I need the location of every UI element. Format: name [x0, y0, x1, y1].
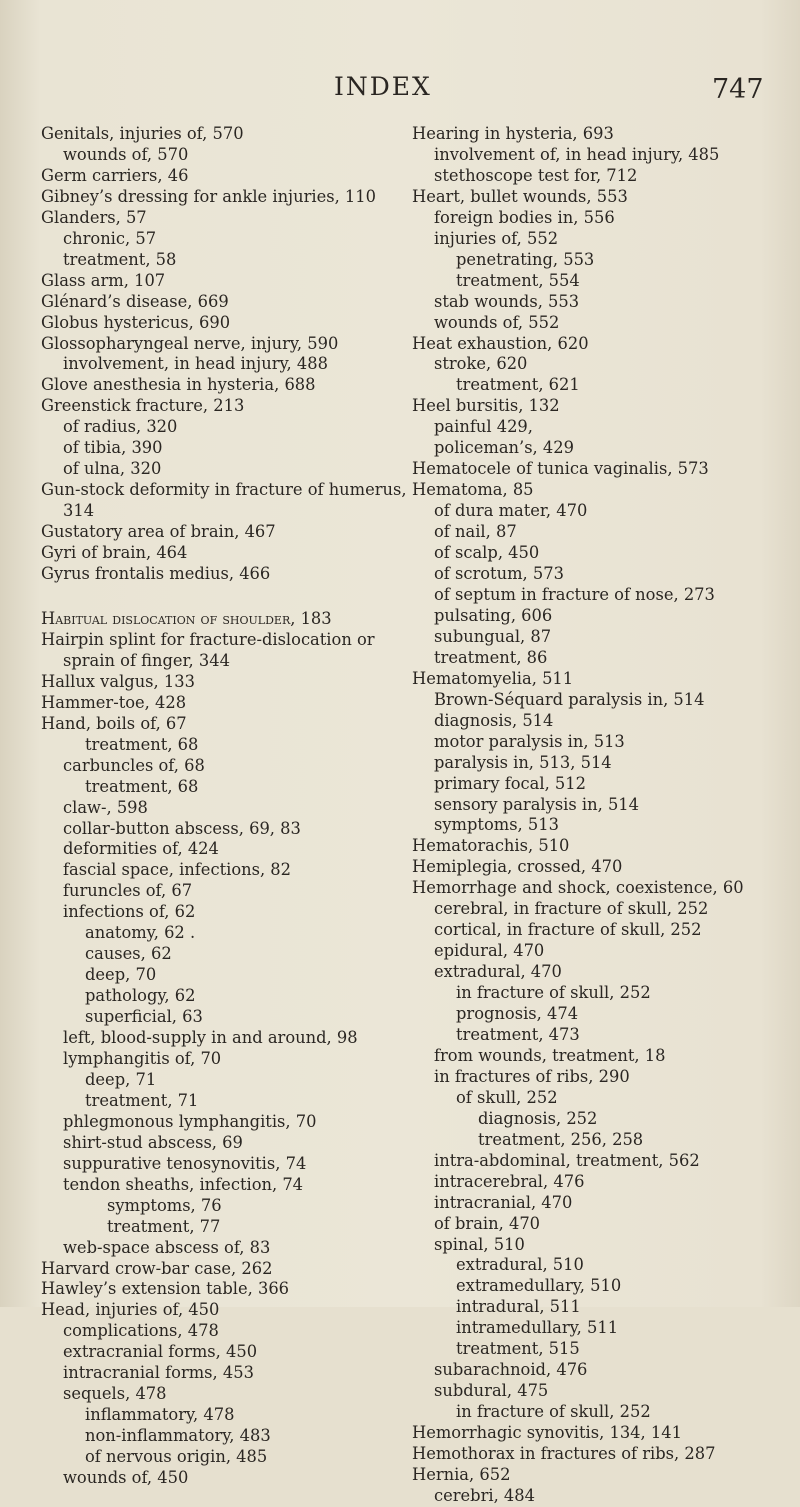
index-entry: Gyri of brain, 464: [41, 543, 188, 563]
index-subentry: left, blood-supply in and around, 98: [63, 1028, 358, 1048]
index-subentry: stethoscope test for, 712: [434, 165, 638, 185]
index-subentry: symptoms, 513: [434, 815, 559, 835]
index-subentry: sensory paralysis in, 514: [434, 794, 640, 814]
index-subentry: extracranial forms, 450: [63, 1342, 258, 1362]
index-subentry: of scrotum, 573: [434, 564, 564, 584]
index-subentry: treatment, 68: [85, 734, 199, 754]
index-subentry: wounds of, 450: [63, 1468, 189, 1488]
index-subentry: of dura mater, 470: [434, 501, 588, 521]
index-subentry: paralysis in, 513, 514: [434, 752, 612, 772]
index-entry: Habitual dislocation of shoulder, 183: [41, 608, 332, 628]
index-subentry: policeman’s, 429: [434, 438, 574, 458]
index-entry: Glass arm, 107: [41, 270, 166, 290]
index-entry: Globus hystericus, 690: [41, 312, 231, 332]
index-entry: Hairpin splint for fracture-dislocation or: [41, 629, 375, 649]
index-subentry: intracerebral, 476: [434, 1171, 585, 1191]
index-subentry: suppurative tenosynovitis, 74: [63, 1153, 307, 1173]
index-subentry: symptoms, 76: [107, 1195, 222, 1215]
index-entry: Head, injuries of, 450: [41, 1300, 220, 1320]
index-subentry: foreign bodies in, 556: [434, 207, 615, 227]
index-entry: Hematomyelia, 511: [412, 668, 574, 688]
index-entry: Hemothorax in fractures of ribs, 287: [412, 1444, 716, 1464]
index-subentry: in fracture of skull, 252: [456, 1402, 651, 1422]
index-subentry: wounds of, 552: [434, 312, 560, 332]
index-subentry: diagnosis, 514: [434, 710, 554, 730]
index-entry: Hemiplegia, crossed, 470: [412, 857, 623, 877]
index-subentry: diagnosis, 252: [478, 1108, 598, 1128]
index-subentry: penetrating, 553: [456, 249, 595, 269]
index-entry: Greenstick fracture, 213: [41, 396, 245, 416]
index-entry: Glanders, 57: [41, 207, 147, 227]
index-entry: Genitals, injuries of, 570: [41, 124, 244, 143]
index-entry: Hemorrhage and shock, coexistence, 60: [412, 878, 744, 898]
index-subentry: subdural, 475: [434, 1381, 549, 1401]
page-header: [0, 72, 800, 112]
index-subentry: epidural, 470: [434, 941, 545, 961]
index-subentry: of radius, 320: [63, 417, 178, 437]
index-entry: Glove anesthesia in hysteria, 688: [41, 375, 316, 395]
index-subentry: tendon sheaths, infection, 74: [63, 1174, 304, 1194]
index-subentry: treatment, 86: [434, 647, 548, 667]
index-subentry: intramedullary, 511: [456, 1318, 619, 1338]
index-subentry: treatment, 621: [456, 375, 580, 395]
index-subentry: pathology, 62: [85, 986, 196, 1006]
index-subentry: superficial, 63: [85, 1007, 203, 1027]
index-subentry: deep, 70: [85, 965, 157, 985]
index-subentry: non-inflammatory, 483: [85, 1426, 271, 1446]
index-subentry: extradural, 470: [434, 962, 562, 982]
page-title: INDEX: [334, 72, 432, 101]
index-subentry: infections of, 62: [63, 902, 196, 922]
index-subentry: deformities of, 424: [63, 839, 219, 859]
index-subentry: complications, 478: [63, 1321, 219, 1341]
index-entry: Hernia, 652: [412, 1465, 511, 1484]
index-subentry: in fractures of ribs, 290: [434, 1066, 630, 1086]
index-subentry: of septum in fracture of nose, 273: [434, 584, 715, 604]
index-subentry: collar-button abscess, 69, 83: [63, 818, 301, 838]
index-entry: Hemorrhagic synovitis, 134, 141: [412, 1423, 682, 1443]
index-entry: Gyrus frontalis medius, 466: [41, 564, 271, 584]
index-subentry: injuries of, 552: [434, 228, 559, 248]
index-subentry: treatment, 473: [456, 1024, 580, 1044]
index-subentry: intra-abdominal, treatment, 562: [434, 1150, 700, 1170]
index-subentry: extradural, 510: [456, 1255, 584, 1275]
index-entry: Germ carriers, 46: [41, 165, 189, 185]
index-subentry: lymphangitis of, 70: [63, 1048, 222, 1068]
index-entry: Glossopharyngeal nerve, injury, 590: [41, 333, 339, 353]
index-subentry: deep, 71: [85, 1069, 157, 1089]
index-entry: Heel bursitis, 132: [412, 396, 560, 416]
index-subentry: carbuncles of, 68: [63, 755, 205, 775]
index-subentry: of nervous origin, 485: [85, 1447, 268, 1467]
index-subentry: treatment, 58: [63, 249, 177, 269]
index-subentry: involvement of, in head injury, 485: [434, 144, 720, 164]
index-column-right: [412, 124, 788, 1507]
index-subentry: cortical, in fracture of skull, 252: [434, 920, 702, 940]
index-subentry: treatment, 515: [456, 1339, 580, 1359]
index-entry: Hammer-toe, 428: [41, 692, 187, 712]
index-subentry: cerebral, in fracture of skull, 252: [434, 899, 709, 919]
index-subentry: from wounds, treatment, 18: [434, 1045, 666, 1065]
index-entry: Glénard’s disease, 669: [41, 291, 229, 311]
index-subentry: wounds of, 570: [63, 144, 189, 164]
index-entry: Heat exhaustion, 620: [412, 333, 589, 353]
index-subentry: anatomy, 62 .: [85, 923, 196, 943]
index-subentry: of skull, 252: [456, 1087, 558, 1107]
index-subentry: subarachnoid, 476: [434, 1360, 588, 1380]
index-subentry: cerebri, 484: [434, 1485, 536, 1505]
index-subentry: involvement, in head injury, 488: [63, 354, 328, 374]
index-entry: Hallux valgus, 133: [41, 671, 195, 691]
index-subentry: fascial space, infections, 82: [63, 860, 292, 880]
index-subentry: claw-, 598: [63, 797, 148, 817]
index-subentry: subungual, 87: [434, 626, 552, 646]
index-subentry: stab wounds, 553: [434, 291, 580, 311]
index-subentry: phlegmonous lymphangitis, 70: [63, 1111, 317, 1131]
page-number: 747: [712, 74, 764, 105]
index-subentry: of scalp, 450: [434, 543, 540, 563]
index-subentry: 314: [63, 501, 95, 521]
index-entry: Hearing in hysteria, 693: [412, 124, 614, 143]
section-gap: [41, 585, 401, 609]
index-subentry: extramedullary, 510: [456, 1276, 622, 1296]
index-subentry: painful 429,: [434, 417, 533, 437]
index-subentry: inflammatory, 478: [85, 1405, 235, 1425]
index-entry: Gibney’s dressing for ankle injuries, 110: [41, 186, 376, 206]
index-subentry: of tibia, 390: [63, 438, 163, 458]
index-subentry: treatment, 77: [107, 1216, 221, 1236]
index-subentry: shirt-stud abscess, 69: [63, 1132, 243, 1152]
index-subentry: chronic, 57: [63, 228, 157, 248]
index-entry: Hematocele of tunica vaginalis, 573: [412, 459, 709, 479]
index-subentry: stroke, 620: [434, 354, 528, 374]
index-subentry: treatment, 71: [85, 1090, 199, 1110]
index-subentry: intradural, 511: [456, 1297, 581, 1317]
index-entry: Heart, bullet wounds, 553: [412, 186, 628, 206]
index-entry: Gustatory area of brain, 467: [41, 522, 276, 542]
index-subentry: of ulna, 320: [63, 459, 162, 479]
index-subentry: treatment, 554: [456, 270, 580, 290]
index-subentry: treatment, 68: [85, 776, 199, 796]
index-column-left: [41, 124, 407, 1489]
index-subentry: intracranial forms, 453: [63, 1363, 254, 1383]
index-subentry: sprain of finger, 344: [63, 650, 230, 670]
index-subentry: prognosis, 474: [456, 1004, 579, 1024]
index-subentry: primary focal, 512: [434, 773, 587, 793]
index-entry: Hawley’s extension table, 366: [41, 1279, 290, 1299]
index-subentry: intracranial, 470: [434, 1192, 573, 1212]
index-entry: Gun-stock deformity in fracture of humerus,: [41, 480, 407, 500]
index-entry: Hematorachis, 510: [412, 836, 570, 856]
index-subentry: spinal, 510: [434, 1234, 525, 1254]
index-subentry: of nail, 87: [434, 522, 517, 542]
index-subentry: causes, 62: [85, 944, 172, 964]
index-subentry: motor paralysis in, 513: [434, 731, 625, 751]
index-subentry: pulsating, 606: [434, 605, 553, 625]
index-entry: Hand, boils of, 67: [41, 713, 187, 733]
index-entry: Hematoma, 85: [412, 480, 534, 500]
index-subentry: of brain, 470: [434, 1213, 541, 1233]
index-entry: Harvard crow-bar case, 262: [41, 1258, 273, 1278]
index-subentry: furuncles of, 67: [63, 881, 193, 901]
index-subentry: Brown-Séquard paralysis in, 514: [434, 689, 705, 709]
index-subentry: sequels, 478: [63, 1384, 167, 1404]
index-subentry: web-space abscess of, 83: [63, 1237, 271, 1257]
index-subentry: treatment, 256, 258: [478, 1129, 644, 1149]
index-subentry: in fracture of skull, 252: [456, 983, 651, 1003]
